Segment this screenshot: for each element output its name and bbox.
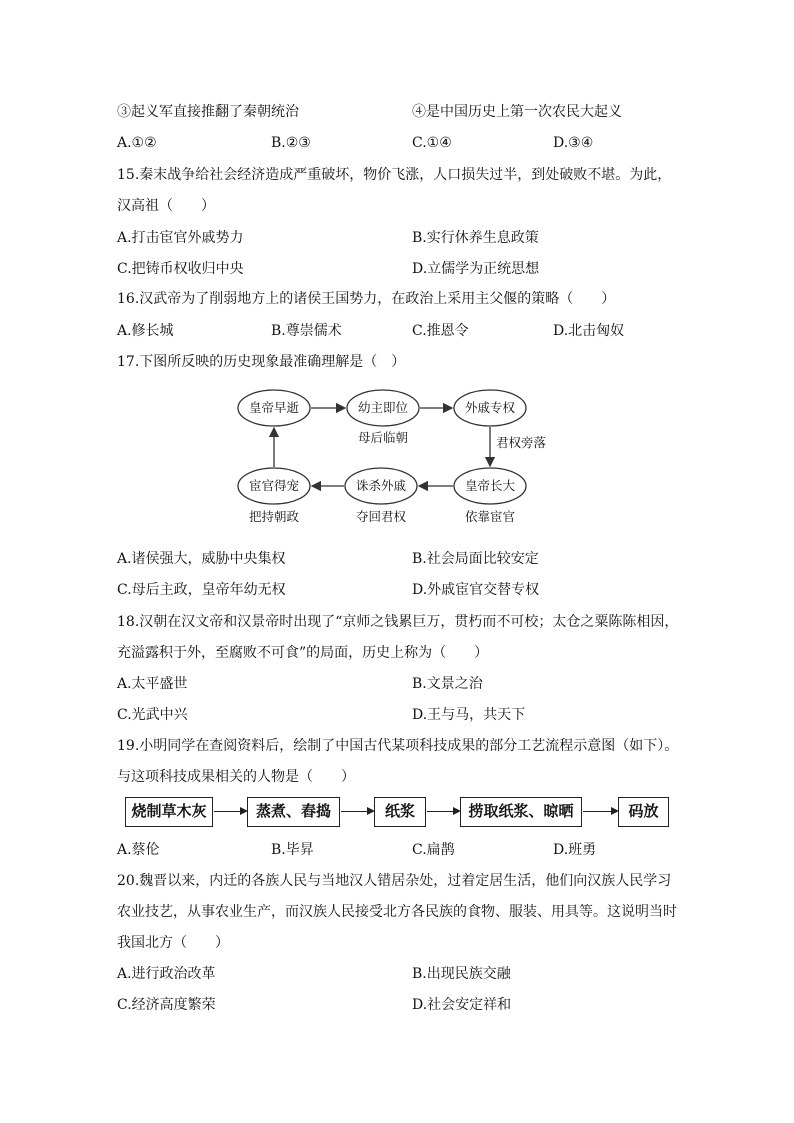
q15-option-c[interactable]: C.把铸币权收归中央 <box>117 261 244 277</box>
q17-option-d[interactable]: D.外戚宦官交替专权 <box>412 582 540 598</box>
q18-option-a[interactable]: A.太平盛世 <box>117 676 188 692</box>
q19-option-c[interactable]: C.扁鹊 <box>412 842 455 858</box>
node-label-4: 皇帝长大 <box>464 478 516 493</box>
q14-statement-3: ③起义军直接推翻了秦朝统治 <box>117 104 299 120</box>
q16-option-d[interactable]: D.北击匈奴 <box>553 323 625 339</box>
q16-option-c[interactable]: C.推恩令 <box>412 323 469 339</box>
caption-4: 依靠宦官 <box>464 509 516 524</box>
q14-option-b[interactable]: B.②③ <box>271 135 311 151</box>
q20-option-d[interactable]: D.社会安定祥和 <box>412 997 512 1013</box>
q17-option-c[interactable]: C.母后主政，皇帝年幼无权 <box>117 582 286 598</box>
node-label-6: 宦官得宠 <box>248 478 300 493</box>
q17-stem: 17.下图所反映的历史现象最准确理解是（ ） <box>117 354 406 370</box>
node-label-5: 诛杀外戚 <box>355 478 407 493</box>
q15-option-a[interactable]: A.打击宦官外戚势力 <box>117 230 244 246</box>
q18-option-d[interactable]: D.王与马，共天下 <box>412 707 526 723</box>
node-label-2: 幼主即位 <box>357 400 409 415</box>
caption-3: 君权旁落 <box>495 435 547 450</box>
q16-stem: 16.汉武帝为了削弱地方上的诸侯王国势力，在政治上采用主父偃的策略（ ） <box>117 291 616 307</box>
q20-option-b[interactable]: B.出现民族交融 <box>412 966 511 982</box>
q17-option-b[interactable]: B.社会局面比较安定 <box>412 551 539 567</box>
flow-step-5: 码放 <box>618 797 669 827</box>
flow-arrow-4 <box>583 811 617 812</box>
q20-option-a[interactable]: A.进行政治改革 <box>117 966 216 982</box>
q17-cycle-diagram <box>0 380 794 540</box>
q15-stem-line2: 汉高祖（ ） <box>117 198 215 214</box>
caption-2: 母后临朝 <box>357 430 409 445</box>
caption-6: 把持朝政 <box>248 509 300 524</box>
node-label-3: 外戚专权 <box>464 400 516 415</box>
q18-stem-line2: 充溢露积于外，至腐败不可食”的局面，历史上称为（ ） <box>117 645 489 661</box>
caption-5: 夺回君权 <box>355 509 407 524</box>
q19-option-b[interactable]: B.毕昇 <box>271 842 314 858</box>
q18-option-c[interactable]: C.光武中兴 <box>117 707 188 723</box>
q15-stem-line1: 15.秦末战争给社会经济造成严重破坏，物价飞涨，人口损失过半，到处破败不堪。为此， <box>117 167 672 183</box>
q14-option-c[interactable]: C.①④ <box>412 135 452 151</box>
q19-option-d[interactable]: D.班勇 <box>553 842 597 858</box>
q20-stem-line1: 20.魏晋以来，内迁的各族人民与当地汉人错居杂处，过着定居生活，他们向汉族人民学习 <box>117 873 672 889</box>
q20-option-c[interactable]: C.经济高度繁荣 <box>117 997 216 1013</box>
q14-statement-4: ④是中国历史上第一次农民大起义 <box>412 104 622 120</box>
q16-option-a[interactable]: A.修长城 <box>117 323 174 339</box>
q18-option-b[interactable]: B.文景之治 <box>412 676 483 692</box>
flow-arrow-3 <box>427 811 459 812</box>
flow-step-2: 蒸煮、舂捣 <box>247 797 340 827</box>
q14-option-a[interactable]: A.①② <box>117 135 157 151</box>
flow-arrow-2 <box>341 811 373 812</box>
q18-stem-line1: 18.汉朝在汉文帝和汉景帝时出现了“京师之钱累巨万，贯朽而不可校；太仓之粟陈陈相因， <box>117 614 679 630</box>
q17-option-a[interactable]: A.诸侯强大，威胁中央集权 <box>117 551 286 567</box>
q20-stem-line3: 我国北方（ ） <box>117 935 229 951</box>
q14-option-d[interactable]: D.③④ <box>553 135 594 151</box>
q15-option-d[interactable]: D.立儒学为正统思想 <box>412 261 540 277</box>
q15-option-b[interactable]: B.实行休养生息政策 <box>412 230 539 246</box>
node-label-1: 皇帝早逝 <box>248 400 300 415</box>
flow-step-3: 纸浆 <box>374 797 426 827</box>
flow-step-4: 捞取纸浆、晾晒 <box>460 797 582 827</box>
q20-stem-line2: 农业技艺，从事农业生产，而汉族人民接受北方各民族的食物、服装、用具等。这说明当时 <box>117 904 677 920</box>
q19-stem-line2: 与这项科技成果相关的人物是（ ） <box>117 769 355 785</box>
flow-step-1: 烧制草木灰 <box>125 797 213 827</box>
q16-option-b[interactable]: B.尊崇儒术 <box>271 323 342 339</box>
q19-stem-line1: 19.小明同学在查阅资料后，绘制了中国古代某项科技成果的部分工艺流程示意图（如下）。 <box>117 738 679 754</box>
q19-option-a[interactable]: A.蔡伦 <box>117 842 160 858</box>
flow-arrow-1 <box>214 811 246 812</box>
